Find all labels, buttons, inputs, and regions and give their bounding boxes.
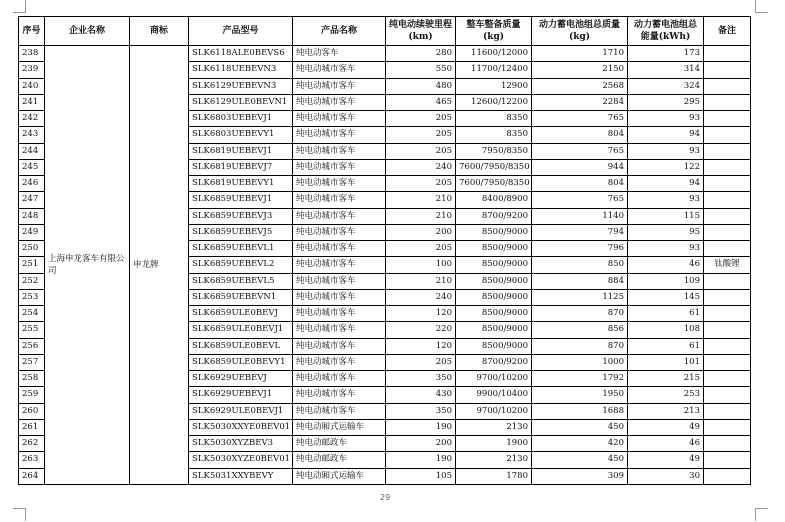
cell-product-name: 纯电动城市客车 (293, 143, 386, 159)
cell-notes (704, 436, 751, 452)
header-row (19, 17, 751, 46)
cell-range: 210 (386, 192, 456, 208)
cell-curb-weight: 7600/7950/8350 (456, 159, 532, 175)
cell-index: 240 (19, 78, 45, 94)
cell-range: 200 (386, 436, 456, 452)
cell-index: 255 (19, 322, 45, 338)
cell-product-name: 纯电动城市客车 (293, 62, 386, 78)
cell-model: SLK6803UEBEVY1 (189, 127, 293, 143)
cell-index: 238 (19, 46, 45, 62)
cell-curb-weight: 8400/8900 (456, 192, 532, 208)
cell-notes (704, 94, 751, 110)
cell-battery-mass: 450 (532, 452, 628, 468)
cell-battery-mass: 1140 (532, 208, 628, 224)
cell-notes (704, 273, 751, 289)
cell-index: 241 (19, 94, 45, 110)
cell-curb-weight: 8500/9000 (456, 306, 532, 322)
cell-model: SLK6129UEBEVN3 (189, 78, 293, 94)
cell-model: SLK6859ULE0BEVJ1 (189, 322, 293, 338)
cell-notes (704, 468, 751, 484)
cell-curb-weight: 1780 (456, 468, 532, 484)
cell-battery-mass: 765 (532, 111, 628, 127)
cell-product-name: 纯电动城市客车 (293, 192, 386, 208)
cell-range: 280 (386, 46, 456, 62)
header-company: 企业名称 (45, 17, 130, 46)
cell-index: 258 (19, 371, 45, 387)
cell-notes (704, 338, 751, 354)
header-curb-weight: 整车整备质量(kg) (456, 17, 532, 46)
cell-curb-weight: 7600/7950/8350 (456, 176, 532, 192)
cell-battery-mass: 794 (532, 224, 628, 240)
cell-notes (704, 208, 751, 224)
page-number: 29 (380, 493, 391, 502)
cell-battery-mass: 944 (532, 159, 628, 175)
cell-range: 430 (386, 387, 456, 403)
cell-product-name: 纯电动城市客车 (293, 338, 386, 354)
cell-battery-mass: 884 (532, 273, 628, 289)
header-range: 纯电动续驶里程(km) (386, 17, 456, 46)
cell-range: 240 (386, 289, 456, 305)
cell-product-name: 纯电动城市客车 (293, 176, 386, 192)
cell-range: 205 (386, 241, 456, 257)
cell-battery-mass: 850 (532, 257, 628, 273)
cell-notes: 钛酸锂 (704, 257, 751, 273)
cell-notes (704, 306, 751, 322)
cell-product-name: 纯电动城市客车 (293, 322, 386, 338)
cell-product-name: 纯电动城市客车 (293, 289, 386, 305)
cell-index: 257 (19, 354, 45, 370)
cell-notes (704, 78, 751, 94)
cell-index: 253 (19, 289, 45, 305)
cell-index: 242 (19, 111, 45, 127)
cell-index: 239 (19, 62, 45, 78)
cell-range: 240 (386, 159, 456, 175)
cell-battery-mass: 1710 (532, 46, 628, 62)
cell-curb-weight: 8500/9000 (456, 224, 532, 240)
cell-model: SLK5030XXYE0BEV01 (189, 419, 293, 435)
cell-model: SLK6118UEBEVN3 (189, 62, 293, 78)
cell-product-name: 纯电动城市客车 (293, 273, 386, 289)
header-notes: 备注 (704, 17, 751, 46)
cell-range: 190 (386, 419, 456, 435)
cell-range: 220 (386, 322, 456, 338)
cell-battery-mass: 450 (532, 419, 628, 435)
crop-mark-top-right (755, 0, 768, 13)
cell-range: 205 (386, 354, 456, 370)
cell-battery-energy: 122 (628, 159, 704, 175)
cell-model: SLK6859UEBEVL1 (189, 241, 293, 257)
cell-range: 205 (386, 176, 456, 192)
cell-battery-energy: 115 (628, 208, 704, 224)
cell-notes (704, 289, 751, 305)
cell-battery-mass: 1125 (532, 289, 628, 305)
cell-model: SLK5030XYZBEV3 (189, 436, 293, 452)
cell-index: 259 (19, 387, 45, 403)
cell-notes (704, 452, 751, 468)
cell-range: 105 (386, 468, 456, 484)
cell-index: 251 (19, 257, 45, 273)
cell-curb-weight: 11700/12400 (456, 62, 532, 78)
cell-curb-weight: 8500/9000 (456, 322, 532, 338)
cell-battery-energy: 94 (628, 127, 704, 143)
cell-product-name: 纯电动城市客车 (293, 127, 386, 143)
header-battery-mass: 动力蓄电池组总质量(kg) (532, 17, 628, 46)
crop-mark-top-left (13, 0, 26, 13)
cell-battery-energy: 95 (628, 224, 704, 240)
cell-product-name: 纯电动城市客车 (293, 306, 386, 322)
cell-battery-energy: 93 (628, 111, 704, 127)
cell-battery-mass: 2150 (532, 62, 628, 78)
cell-model: SLK6929UEBEVJ (189, 371, 293, 387)
cell-brand: 申龙牌 (130, 46, 189, 485)
cell-model: SLK6859ULE0BEVY1 (189, 354, 293, 370)
cell-range: 120 (386, 306, 456, 322)
cell-product-name: 纯电动城市客车 (293, 241, 386, 257)
cell-curb-weight: 8500/9000 (456, 273, 532, 289)
cell-curb-weight: 8500/9000 (456, 289, 532, 305)
cell-product-name: 纯电动城市客车 (293, 159, 386, 175)
cell-battery-energy: 93 (628, 143, 704, 159)
cell-curb-weight: 11600/12000 (456, 46, 532, 62)
cell-battery-mass: 804 (532, 127, 628, 143)
cell-curb-weight: 12900 (456, 78, 532, 94)
cell-product-name: 纯电动城市客车 (293, 224, 386, 240)
cell-range: 550 (386, 62, 456, 78)
cell-curb-weight: 12600/12200 (456, 94, 532, 110)
cell-model: SLK6859UEBEVN1 (189, 289, 293, 305)
cell-notes (704, 159, 751, 175)
cell-model: SLK6859UEBEVJ1 (189, 192, 293, 208)
cell-curb-weight: 8500/9000 (456, 257, 532, 273)
cell-battery-energy: 314 (628, 62, 704, 78)
cell-battery-energy: 61 (628, 338, 704, 354)
cell-notes (704, 371, 751, 387)
cell-battery-mass: 420 (532, 436, 628, 452)
cell-notes (704, 403, 751, 419)
vehicle-catalog-table (18, 16, 751, 485)
crop-mark-bottom-left (13, 508, 26, 521)
cell-range: 120 (386, 338, 456, 354)
cell-curb-weight: 8500/9000 (456, 241, 532, 257)
cell-index: 248 (19, 208, 45, 224)
header-battery-energy: 动力蓄电池组总能量(kWh) (628, 17, 704, 46)
cell-battery-energy: 213 (628, 403, 704, 419)
cell-battery-energy: 109 (628, 273, 704, 289)
cell-battery-mass: 765 (532, 143, 628, 159)
cell-index: 244 (19, 143, 45, 159)
cell-model: SLK6819UEBEVJ7 (189, 159, 293, 175)
cell-notes (704, 111, 751, 127)
cell-curb-weight: 8500/9000 (456, 338, 532, 354)
cell-notes (704, 322, 751, 338)
cell-battery-mass: 1000 (532, 354, 628, 370)
cell-battery-mass: 1792 (532, 371, 628, 387)
cell-product-name: 纯电动城市客车 (293, 257, 386, 273)
cell-battery-energy: 324 (628, 78, 704, 94)
cell-model: SLK6859UEBEVL5 (189, 273, 293, 289)
cell-index: 245 (19, 159, 45, 175)
cell-index: 256 (19, 338, 45, 354)
cell-battery-energy: 108 (628, 322, 704, 338)
cell-index: 260 (19, 403, 45, 419)
cell-model: SLK6803UEBEVJ1 (189, 111, 293, 127)
cell-product-name: 纯电动邮政车 (293, 436, 386, 452)
cell-curb-weight: 8350 (456, 111, 532, 127)
cell-product-name: 纯电动城市客车 (293, 403, 386, 419)
cell-battery-energy: 101 (628, 354, 704, 370)
cell-product-name: 纯电动城市客车 (293, 371, 386, 387)
cell-index: 252 (19, 273, 45, 289)
header-product-name: 产品名称 (293, 17, 386, 46)
cell-index: 247 (19, 192, 45, 208)
header-model: 产品型号 (189, 17, 293, 46)
cell-battery-energy: 94 (628, 176, 704, 192)
header-brand: 商标 (130, 17, 189, 46)
cell-model: SLK6129ULE0BEVN1 (189, 94, 293, 110)
cell-battery-mass: 856 (532, 322, 628, 338)
cell-curb-weight: 7950/8350 (456, 143, 532, 159)
cell-index: 261 (19, 419, 45, 435)
cell-model: SLK6819UEBEVY1 (189, 176, 293, 192)
table-row (19, 46, 751, 62)
cell-range: 480 (386, 78, 456, 94)
cell-range: 350 (386, 403, 456, 419)
cell-model: SLK6859ULE0BEVJ (189, 306, 293, 322)
cell-battery-energy: 30 (628, 468, 704, 484)
cell-battery-mass: 804 (532, 176, 628, 192)
cell-index: 249 (19, 224, 45, 240)
cell-curb-weight: 8350 (456, 127, 532, 143)
cell-battery-mass: 765 (532, 192, 628, 208)
cell-range: 350 (386, 371, 456, 387)
cell-model: SLK6929UEBEVJ1 (189, 387, 293, 403)
cell-company: 上海申龙客车有限公司 (45, 46, 130, 485)
cell-battery-mass: 1688 (532, 403, 628, 419)
cell-battery-energy: 61 (628, 306, 704, 322)
cell-battery-energy: 93 (628, 192, 704, 208)
cell-model: SLK6859UEBEVL2 (189, 257, 293, 273)
cell-index: 254 (19, 306, 45, 322)
cell-battery-mass: 2568 (532, 78, 628, 94)
cell-notes (704, 419, 751, 435)
cell-product-name: 纯电动城市客车 (293, 208, 386, 224)
cell-notes (704, 354, 751, 370)
cell-notes (704, 46, 751, 62)
cell-index: 250 (19, 241, 45, 257)
cell-battery-mass: 870 (532, 306, 628, 322)
header-index: 序号 (19, 17, 45, 46)
cell-battery-mass: 2284 (532, 94, 628, 110)
cell-curb-weight: 2130 (456, 419, 532, 435)
cell-product-name: 纯电动城市客车 (293, 78, 386, 94)
cell-product-name: 纯电动城市客车 (293, 387, 386, 403)
cell-range: 465 (386, 94, 456, 110)
cell-index: 264 (19, 468, 45, 484)
cell-battery-energy: 253 (628, 387, 704, 403)
cell-curb-weight: 9700/10200 (456, 371, 532, 387)
cell-battery-mass: 796 (532, 241, 628, 257)
cell-notes (704, 143, 751, 159)
cell-model: SLK6859ULE0BEVL (189, 338, 293, 354)
cell-range: 205 (386, 127, 456, 143)
cell-product-name: 纯电动厢式运输车 (293, 468, 386, 484)
cell-product-name: 纯电动邮政车 (293, 452, 386, 468)
cell-model: SLK6859UEBEVJ5 (189, 224, 293, 240)
cell-range: 205 (386, 143, 456, 159)
cell-battery-mass: 1950 (532, 387, 628, 403)
cell-index: 246 (19, 176, 45, 192)
crop-mark-bottom-right (755, 508, 768, 521)
cell-curb-weight: 1900 (456, 436, 532, 452)
cell-model: SLK6819UEBEVJ1 (189, 143, 293, 159)
cell-battery-mass: 309 (532, 468, 628, 484)
cell-product-name: 纯电动城市客车 (293, 111, 386, 127)
cell-curb-weight: 2130 (456, 452, 532, 468)
cell-product-name: 纯电动城市客车 (293, 354, 386, 370)
cell-battery-energy: 215 (628, 371, 704, 387)
cell-product-name: 纯电动客车 (293, 46, 386, 62)
cell-range: 200 (386, 224, 456, 240)
cell-product-name: 纯电动城市客车 (293, 94, 386, 110)
cell-battery-mass: 870 (532, 338, 628, 354)
cell-range: 100 (386, 257, 456, 273)
cell-model: SLK5031XXYBEVY (189, 468, 293, 484)
cell-battery-energy: 46 (628, 436, 704, 452)
cell-model: SLK6929ULE0BEVJ1 (189, 403, 293, 419)
cell-curb-weight: 8700/9200 (456, 354, 532, 370)
cell-battery-energy: 93 (628, 241, 704, 257)
cell-range: 205 (386, 111, 456, 127)
cell-notes (704, 127, 751, 143)
cell-battery-energy: 49 (628, 452, 704, 468)
cell-notes (704, 192, 751, 208)
cell-product-name: 纯电动厢式运输车 (293, 419, 386, 435)
cell-range: 210 (386, 273, 456, 289)
cell-battery-energy: 173 (628, 46, 704, 62)
cell-index: 263 (19, 452, 45, 468)
cell-battery-energy: 46 (628, 257, 704, 273)
cell-notes (704, 224, 751, 240)
cell-curb-weight: 9700/10200 (456, 403, 532, 419)
cell-battery-energy: 295 (628, 94, 704, 110)
cell-model: SLK5030XYZE0BEV01 (189, 452, 293, 468)
cell-notes (704, 241, 751, 257)
cell-battery-energy: 145 (628, 289, 704, 305)
cell-curb-weight: 9900/10400 (456, 387, 532, 403)
cell-notes (704, 387, 751, 403)
cell-range: 190 (386, 452, 456, 468)
cell-curb-weight: 8700/9200 (456, 208, 532, 224)
cell-model: SLK6859UEBEVJ3 (189, 208, 293, 224)
cell-index: 243 (19, 127, 45, 143)
cell-notes (704, 62, 751, 78)
cell-index: 262 (19, 436, 45, 452)
cell-model: SLK6118ALE0BEVS6 (189, 46, 293, 62)
cell-notes (704, 176, 751, 192)
cell-range: 210 (386, 208, 456, 224)
cell-battery-energy: 49 (628, 419, 704, 435)
